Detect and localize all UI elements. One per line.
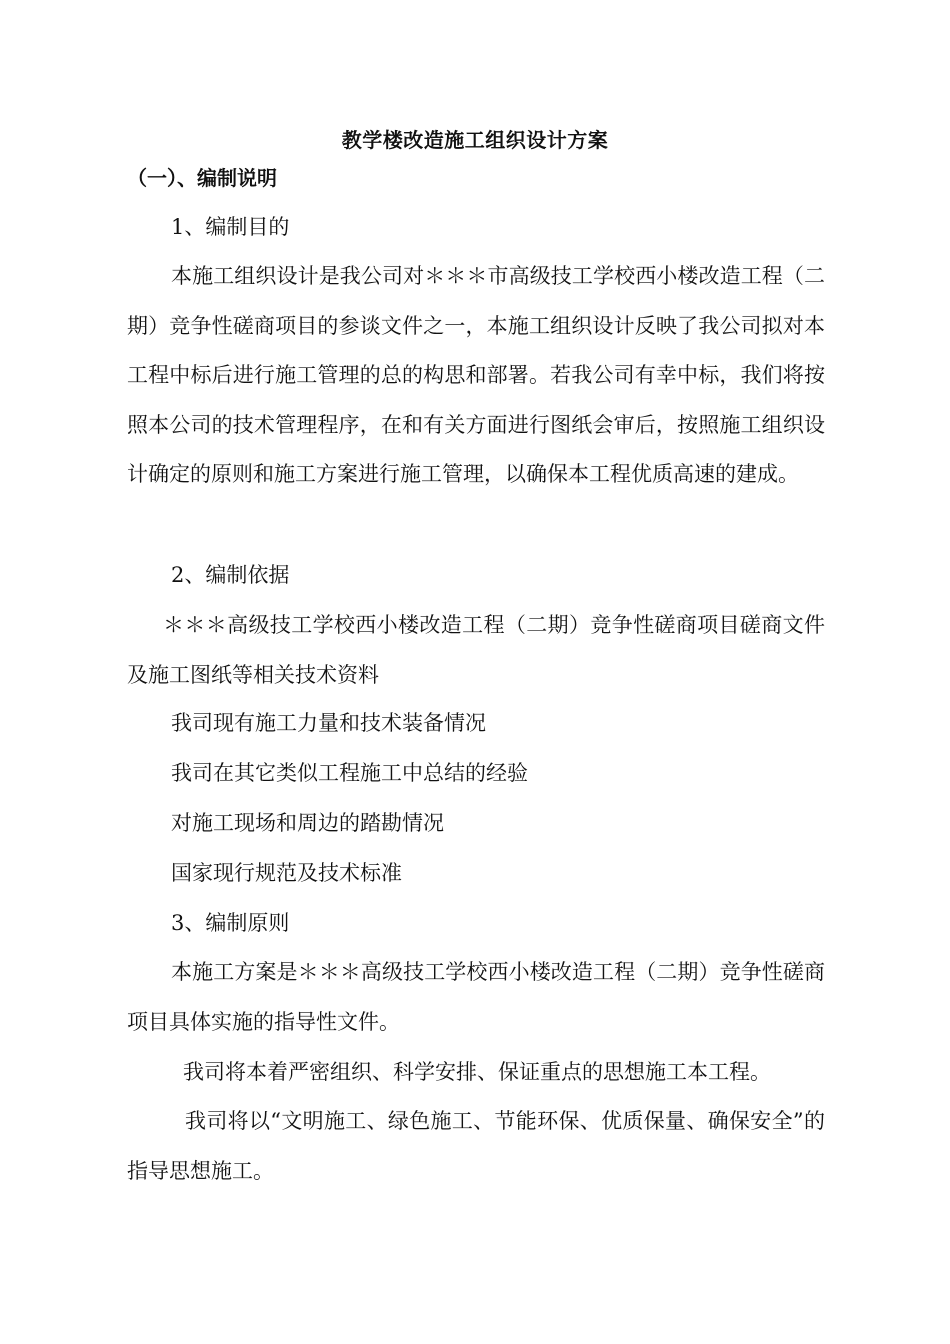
principle-item: 我司将本着严密组织、科学安排、保证重点的思想施工本工程。 — [183, 1060, 771, 1084]
principle-item: 我司将以“文明施工、绿色施工、节能环保、优质保量、确保安全”的指导思想施工。 — [127, 1109, 825, 1183]
principle-paragraph: 本施工方案是＊＊＊高级技工学校西小楼改造工程（二期）竞争性磋商项目具体实施的指导性文件。 — [127, 960, 825, 1034]
basis-item: 我司在其它类似工程施工中总结的经验 — [171, 761, 528, 785]
basis-paragraph: ＊＊＊高级技工学校西小楼改造工程（二期）竞争性磋商项目磋商文件及施工图纸等相关技术资料 — [127, 613, 825, 687]
document-title: 教学楼改造施工组织设计方案 — [341, 128, 609, 152]
basis-item: 对施工现场和周边的踏勘情况 — [171, 811, 444, 835]
purpose-paragraph: 本施工组织设计是我公司对＊＊＊市高级技工学校西小楼改造工程（二期）竞争性磋商项目的参谈文件之一，本施工组织设计反映了我公司拟对本工程中标后进行施工管理的总的构思和部署。若我公司有幸中标，我们将按照本公司的技术管理程序，在和有关方面进行图纸会审后，按照施工组织设计确定的原则和施工方案进行施工管理，以确保本工程优质高速的建成。 — [127, 264, 825, 486]
basis-item: 我司现有施工力量和技术装备情况 — [171, 711, 486, 735]
purpose-heading: 1、编制目的 — [171, 215, 290, 239]
principle-heading: 3、编制原则 — [171, 911, 290, 935]
basis-item: 国家现行规范及技术标准 — [171, 861, 402, 885]
section-heading: （一）、编制说明 — [127, 166, 277, 190]
basis-heading: 2、编制依据 — [171, 563, 290, 587]
